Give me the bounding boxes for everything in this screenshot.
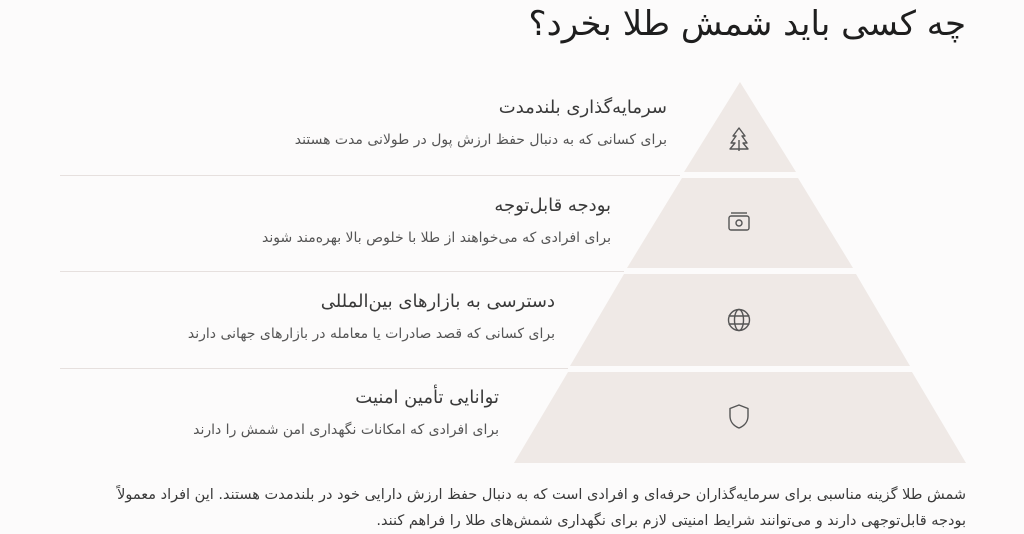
pyramid-tier-2 [627, 178, 853, 268]
tier-text-2 [262, 195, 611, 246]
footer-line-1: شمش طلا گزینه مناسبی برای سرمایه‌گذاران حرفه‌ای و افرادی است که به دنبال حفظ ارزش دارایی خود در بلندمدت هستند. این افراد معمولاً [117, 487, 966, 503]
tier-description: برای کسانی که به دنبال حفظ ارزش پول در طولانی مدت هستند [294, 132, 667, 148]
tier-title: سرمایه‌گذاری بلندمدت [498, 97, 667, 118]
pyramid-tier-4 [514, 372, 966, 463]
tier-text-4 [193, 387, 499, 438]
pyramid-tier-3 [570, 274, 910, 366]
tier-description: برای افرادی که امکانات نگهداری امن شمش را دارند [193, 422, 499, 438]
tier-title: بودجه قابل‌توجه [494, 195, 611, 216]
tier-title: توانایی تأمین امنیت [355, 387, 499, 408]
footer-line-2: بودجه قابل‌توجهی دارند و می‌توانند شرایط امنیتی لازم برای نگهداری شمش‌های طلا را فراهم کنند. [376, 513, 966, 529]
tier-text-3 [188, 291, 555, 342]
tier-description: برای کسانی که قصد صادرات یا معامله در بازارهای جهانی دارند [187, 326, 555, 342]
tier-title: دسترسی به بازارهای بین‌المللی [320, 291, 555, 312]
divider [60, 368, 568, 369]
divider [60, 271, 624, 272]
page-title: چه کسی باید شمش طلا بخرد؟ [528, 4, 966, 44]
tier-text-1 [295, 97, 667, 148]
tier-description: برای افرادی که می‌خواهند از طلا با خلوص بالا بهره‌مند شوند [261, 230, 611, 246]
footer-paragraph [46, 482, 966, 534]
divider [60, 175, 680, 176]
pyramid-tier-1 [684, 82, 796, 172]
